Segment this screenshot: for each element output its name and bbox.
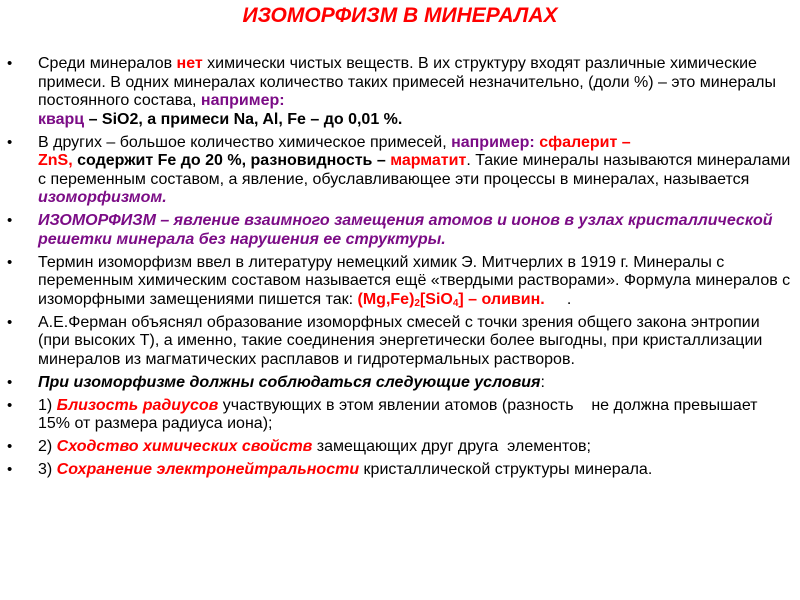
bullet-item-condition-radius — [0, 397, 792, 434]
bullet-list — [0, 55, 792, 484]
bullet-icon: • — [7, 396, 13, 414]
sphalerite-fe-content: содержит Fe до 20 %, разновидность – — [72, 152, 391, 169]
definition-text: ИЗОМОРФИЗМ – явление взаимного замещения атомов и ионов в узлах кристаллической решетки минерала без нарушения ее структуры. — [38, 212, 773, 248]
quartz-composition: – SiO2, а примеси Na, Al, Fe – до 0,01 %. — [84, 110, 403, 128]
condition-number: 3) — [38, 461, 57, 478]
formula-part: ] – оливин. — [458, 290, 545, 308]
bullet-item-condition-chemistry — [0, 438, 792, 457]
text-run: . Такие минералы называются минералами с переменным составом, а явление, обуславливающее эти процессы в минералах, называется — [38, 152, 791, 188]
formula-part: (Mg,Fe) — [357, 290, 415, 308]
text-run: А.Е.Ферман объяснял образование изоморфных смесей с точки зрения общего закона энтропии (при высоких Т), а именно, такие соединения энергетически более выгодны, при кристаллизации минералов из магматических расплавов и гидротермальных растворов. — [38, 313, 763, 368]
formula-subscript: 4 — [452, 297, 459, 309]
bullet-icon: • — [7, 253, 13, 271]
condition-term: Близость радиусов — [56, 396, 219, 414]
text-run: участвующих в этом явлении атомов (разность не должна превышает 15% от размера радиуса иона); — [38, 396, 762, 432]
text-run: : — [540, 373, 545, 391]
formula-olivine — [358, 291, 545, 308]
term-isomorphism: изоморфизмом. — [38, 189, 167, 206]
bullet-item-fersman — [0, 314, 792, 370]
text-run: Термин изоморфизм ввел в литературу немецкий химик Э. Митчерлих в 1919 г. Минералы с переменным химическим составом называется ещё «твердыми растворами». Формула минералов с изоморфными замещениями пишется так: — [38, 253, 791, 308]
bullet-icon: • — [7, 373, 13, 391]
mineral-marmatite: марматит — [390, 152, 467, 169]
bullet-item-condition-neutrality — [0, 461, 792, 480]
condition-term: Сходство химических свойств — [56, 438, 313, 455]
conditions-heading: При изоморфизме должны соблюдаться следующие условия — [38, 373, 541, 391]
example-label: например: — [451, 133, 535, 151]
bullet-icon: • — [7, 212, 13, 229]
text-run: Среди минералов — [38, 55, 177, 72]
bullet-item-variable-composition — [0, 134, 792, 208]
highlight-net: нет — [176, 55, 203, 72]
trailing-dot: . — [544, 290, 572, 308]
bullet-icon: • — [7, 55, 13, 72]
mineral-sphalerite: сфалерит – — [534, 133, 631, 151]
formula-part: [SiO — [419, 290, 453, 308]
mineral-quartz: кварц — [38, 110, 85, 128]
bullet-icon: • — [7, 438, 13, 455]
bullet-item-conditions-heading — [0, 374, 792, 393]
bullet-icon: • — [7, 461, 13, 478]
text-run: кристаллической структуры минерала. — [359, 461, 653, 478]
condition-term: Сохранение электронейтральности — [56, 461, 360, 478]
condition-number: 1) — [38, 396, 57, 414]
formula-zns: ZnS, — [38, 152, 73, 169]
formula-subscript: 2 — [414, 297, 420, 309]
text-run: химически чистых веществ. В их структуру входят различные химические примеси. В одних минералах количество таких примесей незначительно, (доли %) – это минералы постоянного состава, — [38, 55, 776, 109]
bullet-item-mitscherlich — [0, 254, 792, 310]
bullet-item-mineral-purity — [0, 55, 792, 129]
example-label: например: — [200, 92, 285, 109]
bullet-item-isomorphism-definition — [0, 212, 792, 249]
text-run: В других – большое количество химическое примесей, — [38, 133, 452, 151]
slide-title: ИЗОМОРФИЗМ В МИНЕРАЛАХ — [242, 4, 558, 27]
condition-number: 2) — [38, 438, 57, 455]
bullet-icon: • — [7, 313, 13, 331]
text-run: замещающих друг друга элементов; — [312, 438, 591, 455]
bullet-icon: • — [7, 133, 13, 151]
